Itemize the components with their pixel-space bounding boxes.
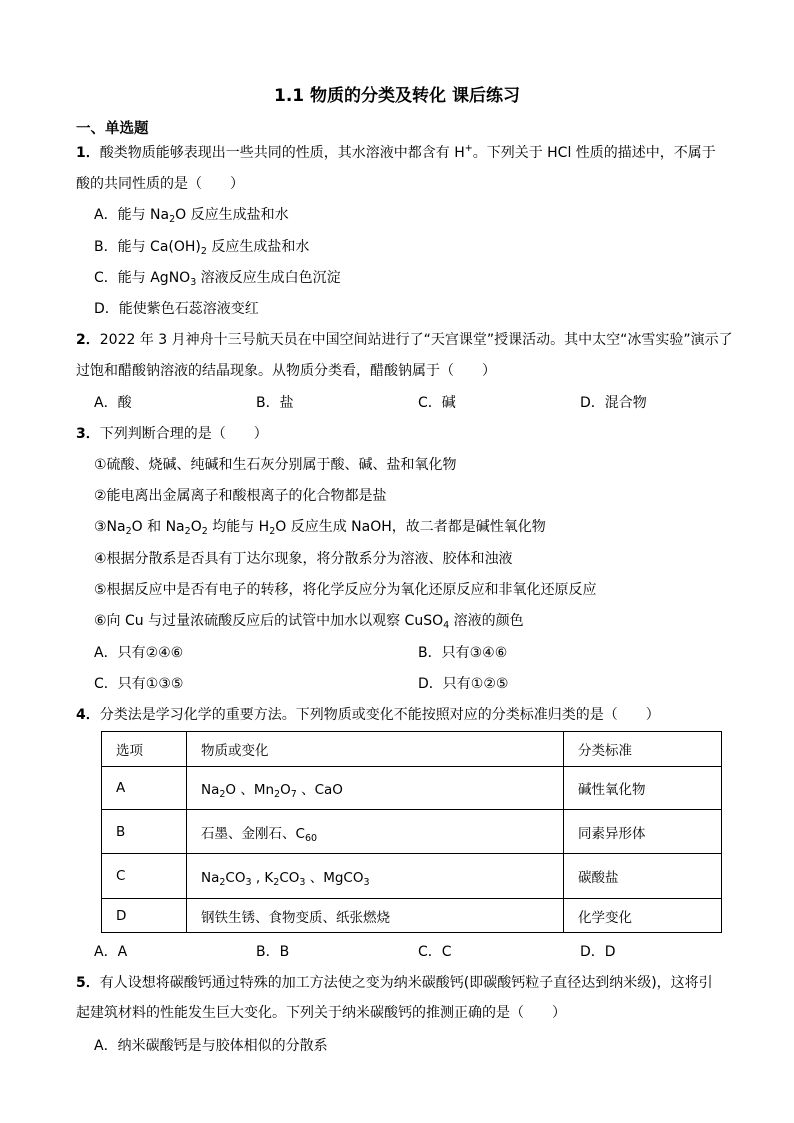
q3-option-d: D．只有①②⑤ [418, 676, 509, 692]
q1-a-sub: 2 [169, 214, 176, 225]
q3-statement-3 [94, 518, 546, 536]
q3-s3-c: O [190, 519, 202, 535]
rowB-a: 石墨、金刚石、C [201, 825, 305, 842]
q3-s3-a: ③Na [94, 519, 126, 535]
q3-statement-5: ⑤根据反应中是否有电子的转移，将化学反应分为氧化还原反应和非氧化还原反应 [94, 582, 597, 598]
rowC-sub2: 3 [245, 877, 252, 888]
table-cell-standard: 同素异形体 [564, 810, 722, 854]
q1-line2: 酸的共同性质的是（ ） [76, 176, 244, 192]
rowC-sub4: 3 [299, 877, 306, 888]
classification-table [101, 731, 722, 933]
q1-line1 [76, 144, 716, 162]
q3-s3-sub1: 2 [125, 526, 132, 537]
q2-line2: 过饱和醋酸钠溶液的结晶现象。从物质分类看，醋酸钠属于（ ） [76, 363, 496, 379]
q5-option-a: A．纳米碳酸钙是与胶体相似的分散系 [94, 1038, 328, 1054]
table-header-row [102, 732, 722, 767]
table-cell-option: A [102, 767, 187, 810]
q3-s6-b: 溶液的颜色 [449, 613, 524, 629]
q3-s3-sub2: 2 [184, 526, 191, 537]
q3-statement-4: ④根据分散系是否具有丁达尔现象，将分散系分为溶液、胶体和浊液 [94, 551, 513, 567]
q3-s3-sub4: 2 [269, 526, 276, 537]
table-row [102, 767, 722, 810]
rowC-a: Na [201, 870, 220, 886]
q2-line1 [76, 331, 733, 349]
q4-number: 4． [76, 707, 100, 723]
q3-s6-sub: 4 [443, 620, 450, 631]
q3-statement-1: ①硫酸、烧碱、纯碱和生石灰分别属于酸、碱、盐和氧化物 [94, 457, 457, 473]
rowC-sub3: 2 [273, 877, 280, 888]
q2-option-c: C．碱 [418, 395, 456, 411]
table-header-cell: 选项 [102, 732, 187, 767]
q4-stem [76, 706, 660, 724]
q1-number: 1． [76, 145, 100, 161]
q3-s3-sub3: 2 [201, 526, 208, 537]
q3-s6-a: ⑥向 Cu 与过量浓硫酸反应后的试管中加水以观察 CuSO [94, 613, 444, 629]
rowC-d: CO [279, 870, 300, 886]
table-header-cell: 分类标准 [564, 732, 722, 767]
rowA-f1: Na [201, 782, 220, 798]
q1-b-sub: 2 [200, 246, 207, 257]
table-cell-substance [187, 767, 564, 810]
table-cell-standard: 碱性氧化物 [564, 767, 722, 810]
page-title: 1.1 物质的分类及转化 课后练习 [274, 86, 520, 106]
rowA-sub2: 2 [274, 789, 281, 800]
q1-c-text2: 溶液反应生成白色沉淀 [196, 270, 341, 286]
q3-option-a: A．只有②④⑥ [94, 645, 184, 661]
q5-line2: 起建筑材料的性能发生巨大变化。下列关于纳米碳酸钙的推测正确的是（ ） [76, 1005, 566, 1021]
table-row [102, 810, 722, 854]
q1-text-b: 。下列关于 HCl 性质的描述中，不属于 [472, 145, 716, 161]
q1-text-a: 酸类物质能够表现出一些共同的性质，其水溶液中都含有 H [99, 145, 465, 161]
q4-option-d: D．D [580, 944, 616, 960]
table-cell-standard: 化学变化 [564, 899, 722, 933]
table-cell-option: C [102, 854, 187, 899]
q3-statement-2: ②能电离出金属离子和酸根离子的化合物都是盐 [94, 488, 387, 504]
q1-option-c [94, 269, 341, 287]
q1-b-text2: 反应生成盐和水 [206, 239, 310, 255]
table-cell-substance [187, 810, 564, 854]
q1-b-text: B．能与 Ca(OH) [94, 239, 201, 255]
rowA-sub3: 7 [290, 789, 297, 800]
q3-stem [76, 425, 268, 443]
q1-option-a [94, 206, 289, 224]
rowA-f1b: O 、Mn [225, 782, 275, 798]
q3-s3-e: O 反应生成 NaOH，故二者都是碱性氧化物 [275, 519, 546, 535]
table-row [102, 899, 722, 933]
q2-option-d: D．混合物 [580, 395, 647, 411]
q2-option-b: B．盐 [256, 395, 294, 411]
q1-a-text: A．能与 Na [94, 207, 170, 223]
rowA-f3b: 、CaO [296, 782, 343, 798]
q1-option-d: D．能使紫色石蕊溶液变红 [94, 301, 259, 317]
rowC-c: , K [251, 870, 274, 886]
q4-option-c: C．C [418, 944, 452, 960]
q3-s3-d: 均能与 H [207, 519, 270, 535]
rowC-sub1: 2 [219, 877, 226, 888]
q1-c-text: C．能与 AgNO [94, 270, 191, 286]
q1-a-text2: O 反应生成盐和水 [175, 207, 289, 223]
q3-number: 3． [76, 426, 100, 442]
section-heading: 一、单选题 [76, 121, 149, 137]
rowB-sub: 60 [304, 832, 318, 844]
q3-text: 下列判断合理的是（ ） [99, 426, 268, 442]
rowA-f2b: O [280, 782, 291, 798]
q1-c-sub: 3 [190, 277, 197, 288]
table-header-cell: 物质或变化 [187, 732, 564, 767]
q1-sup: + [464, 143, 473, 154]
q3-option-c: C．只有①③⑤ [94, 676, 184, 692]
q4-option-a: A．A [94, 944, 128, 960]
table-cell-option: D [102, 899, 187, 933]
rowC-b: CO [225, 870, 246, 886]
q5-number: 5． [76, 975, 100, 991]
q2-text: 2022 年 3 月神舟十三号航天员在中国空间站进行了“天宫课堂”授课活动。其中太空“冰雪实验”演示了 [99, 332, 733, 348]
rowA-sub1: 2 [219, 789, 226, 800]
table-cell-standard: 碳酸盐 [564, 854, 722, 899]
table-row [102, 854, 722, 899]
rowC-sub5: 3 [363, 877, 370, 888]
q4-option-b: B．B [256, 944, 290, 960]
q2-option-a: A．酸 [94, 395, 132, 411]
q3-statement-6 [94, 612, 524, 630]
q3-option-b: B．只有③④⑥ [418, 645, 508, 661]
q3-s3-b: O 和 Na [131, 519, 185, 535]
q5-text: 有人设想将碳酸钙通过特殊的加工方法使之变为纳米碳酸钙(即碳酸钙粒子直径达到纳米级)，这将引 [99, 975, 713, 991]
q1-option-b [94, 238, 309, 256]
q4-text: 分类法是学习化学的重要方法。下列物质或变化不能按照对应的分类标准归类的是（ ） [99, 707, 660, 723]
table-cell-option: B [102, 810, 187, 854]
table-cell-substance [187, 854, 564, 899]
q5-line1 [76, 974, 713, 992]
q2-number: 2． [76, 332, 100, 348]
rowC-e: 、MgCO [305, 870, 364, 886]
table-cell-substance: 钢铁生锈、食物变质、纸张燃烧 [187, 899, 564, 933]
